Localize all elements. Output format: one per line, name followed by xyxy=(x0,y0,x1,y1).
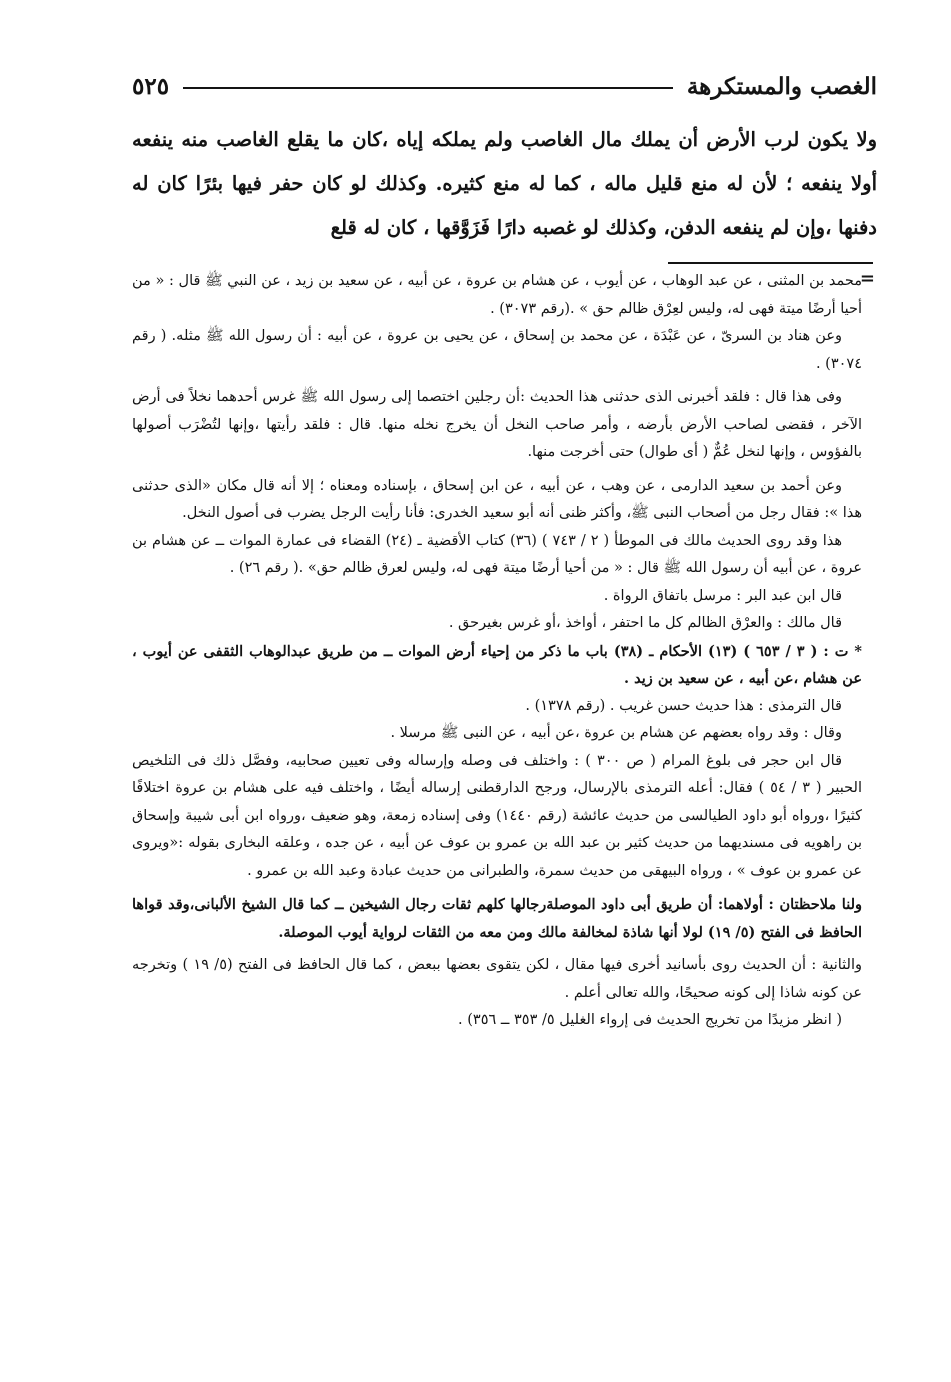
footnote-paragraph: محمد بن المثنى ، عن عبد الوهاب ، عن أيوب ، عن هشام بن عروة ، عن أبيه ، عن سعيد بن زيد ، عن النبي ﷺ قال : « من أحيا أرضًا ميتة فهى له، وليس لعِرْق ظالم حق » .(رقم ٣٠٧٣) . xyxy=(132,273,862,317)
footnote-paragraph: قال ابن عبد البر : مرسل باتفاق الرواة . xyxy=(603,587,842,604)
page-number: ٥٢٥ xyxy=(132,72,170,100)
footnote-paragraph: قال ابن حجر فى بلوغ المرام ( ص ٣٠٠ ) : واختلف فى وصله وإرساله وفى تعيين صحابيه، وفصَّل ذلك فى التلخيص الحبير ( ٣ / ٥٤ ) فقال: أعله الترمذى بالإرسال، ورجح الدارقطنى إرساله أيضًا ، واختلف فيه على هشام بن عروة اختلافًا كثيرًا ،ورواه أبو داود الطيالسى من حديث عائشة (رقم ١٤٤٠) وفى إسناده زمعة، وهو ضعيف ،ورواه ابن أبى شيبة وإسحاق بن راهويه فى مسنديهما من حديث كثير بن عبد الله بن عمرو بن عوف عن أبيه ، عن جده ، وعلقه البخارى بقوله :«ويروى عن عمرو بن عوف » ، ورواه البيهقى من حديث سمرة، والطبرانى من حديث عبادة وعبد الله بن عمرو . xyxy=(132,752,862,879)
main-text-block xyxy=(132,118,877,250)
footnote-continuation-mark: = xyxy=(859,268,875,289)
running-title: الغصب والمستكرهة xyxy=(686,72,877,100)
footnote-paragraph: قال مالك : والعرْق الظالم كل ما احتفر ، أواخذ ،أو غرس بغيرحق . xyxy=(448,615,842,631)
footnote-paragraph: وعن أحمد بن سعيد الدارمى ، عن وهب ، عن أبيه ، عن ابن إسحاق ، بإسناده ومعناه ؛ إلا أنه قال مكان «الذى حدثنى هذا »: فقال رجل من أصحاب النبى ﷺ، وأكثر ظنى أنه أبو سعيد الخدرى: فأنا رأيت الرجل يضرب فى أصول النخل. xyxy=(132,477,862,521)
footnote-paragraph: والثانية : أن الحديث روى بأسانيد أخرى فيها مقال ، لكن يتقوى بعضها ببعض ، كما قال الحافظ فى الفتح (٥/ ١٩ ) وتخرجه عن كونه شاذا إلى كونه صحيحًا، والله تعالى أعلم . xyxy=(132,957,863,1001)
footnote-paragraph: * ت : ( ٣ / ٦٥٣ ) (١٣) الأحكام ـ (٣٨) باب ما ذكر من إحياء أرض الموات ــ من طريق عبدالوهاب الثقفى عن أيوب ، عن هشام ،عن أبيه ، عن سعيد بن زيد . xyxy=(132,642,862,687)
footnote-paragraph: ولنا ملاحظتان : أولاهما: أن طريق أبى داود الموصلةرجالها كلهم ثقات رجال الشيخين ــ كما قال الشيخ الألبانى،وقد قواها الحافظ فى الفتح (٥/ ١٩) لولا أنها شاذة لمخالفة مالك ومن معه من الثقات لرواية أيوب الموصلة. xyxy=(132,896,862,941)
page-header xyxy=(132,64,877,108)
header-rule xyxy=(183,87,673,89)
footnote-paragraph: وعن هناد بن السرىّ ، عن عَبْدَة ، عن محمد بن إسحاق ، عن يحيى بن عروة ، عن أبيه : أن رسول الله ﷺ مثله. ( رقم ٣٠٧٤) . xyxy=(132,328,862,372)
footnotes-block xyxy=(132,268,862,1035)
main-text-paragraph: ولا يكون لرب الأرض أن يملك مال الغاصب ولم يملكه إياه ،كان ما يقلع الغاصب منه ينفعه أولا ينفعه ؛ لأن له منع قليل ماله ، كما له منع كثيره. وكذلك لو كان حفر فيها بئرًا كان له دفنها ،وإن لم ينفعه الدفن، وكذلك لو غصبه دارًا فَزَوَّقها ، كان له قلع xyxy=(132,128,877,239)
footnote-separator xyxy=(668,262,873,264)
footnote-paragraph: وقال : وقد رواه بعضهم عن هشام بن عروة ،عن أبيه ، عن النبى ﷺ مرسلا . xyxy=(390,725,842,741)
footnote-paragraph: هذا وقد روى الحديث مالك فى الموطأ ( ٢ / ٧٤٣ ) (٣٦) كتاب الأقضية ـ (٢٤) القضاء فى عمارة الموات ــ عن هشام بن عروة ، عن أبيه أن رسول الله ﷺ قال : « من أحيا أرضًا ميتة فهى له، وليس لعرق ظالم حق» .( رقم ٢٦) . xyxy=(132,532,862,576)
footnote-paragraph: قال الترمذى : هذا حديث حسن غريب . (رقم ١٣٧٨) . xyxy=(525,697,842,714)
footnote-paragraph: وفى هذا قال : فلقد أخبرنى الذى حدثنى هذا الحديث :أن رجلين اختصما إلى رسول الله ﷺ غرس أحدهما نخلاً فى أرض الآخر ، فقضى لصاحب الأرض بأرضه ، وأمر صاحب النخل أن يخرج نخله منها. قال : فلقد رأيتها ،وإنها لتُضْرَب أصولها بالفؤوس ، وإنها لنخل عُمٌّ ( أى طوال) حتى أخرجت منها. xyxy=(132,389,862,460)
footnote-paragraph: ( انظر مزيدًا من تخريج الحديث فى إرواء الغليل ٥/ ٣٥٣ ــ ٣٥٦) . xyxy=(458,1012,842,1028)
